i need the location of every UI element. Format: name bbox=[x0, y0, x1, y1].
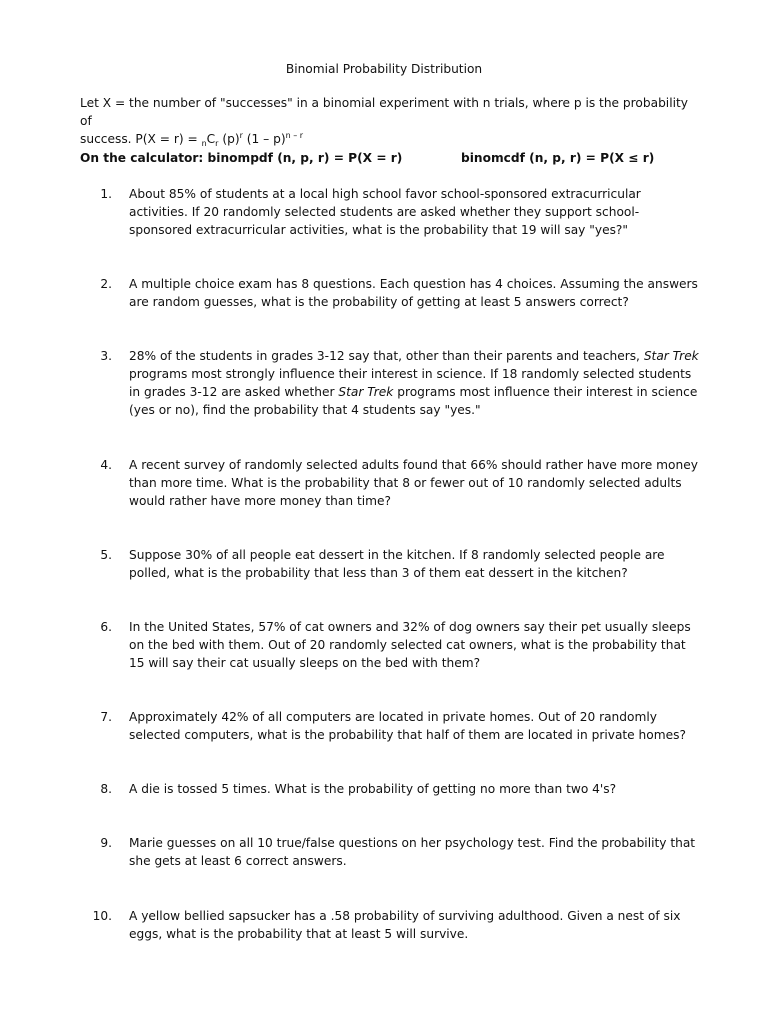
formula-superscript-r: r bbox=[239, 131, 243, 140]
problem-text: Suppose 30% of all people eat dessert in the kitchen. If 8 randomly selected people are polled, what is the probability that less than 3 of them eat dessert in the kitchen? bbox=[129, 548, 665, 580]
problem-number: 8. bbox=[100, 782, 112, 796]
problem-text: In the United States, 57% of cat owners and 32% of dog owners say their pet usually sleeps on the bed with them. Out of 20 randomly selected cat owners, what is the probability that 15 will say their cat usually sleeps on the bed with them? bbox=[129, 620, 691, 670]
problem-number: 7. bbox=[100, 710, 112, 724]
problem-text-part: 28% of the students in grades 3-12 say that, other than their parents and teachers, bbox=[129, 349, 644, 363]
problem-text bbox=[129, 347, 701, 419]
formula-one-minus-p: (1 – p) bbox=[242, 132, 286, 146]
page-title: Binomial Probability Distribution bbox=[285, 62, 483, 76]
formula-superscript-n-minus-r: n – r bbox=[285, 131, 304, 140]
calculator-binompdf: On the calculator: binompdf (n, p, r) = P(X = r) bbox=[80, 151, 403, 165]
problem-text-part: programs most influence their interest in science (yes or no), find the probability that 4 students say "yes." bbox=[129, 385, 698, 417]
problem-number: 3. bbox=[100, 349, 112, 363]
problem-text: Approximately 42% of all computers are located in private homes. Out of 20 randomly selected computers, what is the probability that half of them are located in private homes? bbox=[129, 710, 686, 742]
problem-number: 4. bbox=[100, 458, 112, 472]
problem-number: 9. bbox=[100, 836, 112, 850]
calculator-line bbox=[80, 149, 700, 167]
intro-line-2-prefix: success. P(X = r) = bbox=[80, 132, 202, 146]
intro-paragraph bbox=[80, 94, 700, 150]
problem-text: About 85% of students at a local high school favor school-sponsored extracurricular activities. If 20 randomly selected students are asked whether they support school-sponsored extracurricular activities, what is the probability that 19 will say "yes?" bbox=[129, 187, 641, 237]
intro-line-1: Let X = the number of "successes" in a binomial experiment with n trials, where p is the probability of bbox=[80, 96, 688, 128]
problem-number: 10. bbox=[92, 909, 112, 923]
problem-number: 1. bbox=[100, 187, 112, 201]
intro-line-2 bbox=[80, 130, 700, 150]
problem-number: 2. bbox=[100, 277, 112, 291]
problem-text: Marie guesses on all 10 true/false questions on her psychology test. Find the probability that she gets at least 6 correct answers. bbox=[129, 836, 696, 868]
formula-subscript-r: r bbox=[215, 139, 219, 148]
problem-text: A die is tossed 5 times. What is the probability of getting no more than two 4's? bbox=[129, 782, 617, 796]
formula-c: C bbox=[206, 132, 216, 146]
problem-text-italic: Star Trek bbox=[338, 385, 394, 399]
formula-p-term: (p) bbox=[218, 132, 240, 146]
problem-number: 5. bbox=[100, 548, 112, 562]
problem-text: A multiple choice exam has 8 questions. Each question has 4 choices. Assuming the answers are random guesses, what is the probability of getting at least 5 answers correct? bbox=[129, 277, 698, 309]
problem-number: 6. bbox=[100, 620, 112, 634]
problem-text: A yellow bellied sapsucker has a .58 probability of surviving adulthood. Given a nest of six eggs, what is the probability that at least 5 will survive. bbox=[129, 909, 681, 941]
problem-text-part: programs most strongly influence their interest in science. If 18 randomly selected students in grades 3-12 are asked whether bbox=[129, 367, 692, 399]
calculator-binomcdf: binomcdf (n, p, r) = P(X ≤ r) bbox=[461, 151, 655, 165]
problem-text: A recent survey of randomly selected adults found that 66% should rather have more money than more time. What is the probability that 8 or fewer out of 10 randomly selected adults would rather have more money than time? bbox=[129, 458, 698, 508]
formula-subscript-n: n bbox=[201, 139, 207, 148]
problem-text-italic: Star Trek bbox=[643, 349, 699, 363]
